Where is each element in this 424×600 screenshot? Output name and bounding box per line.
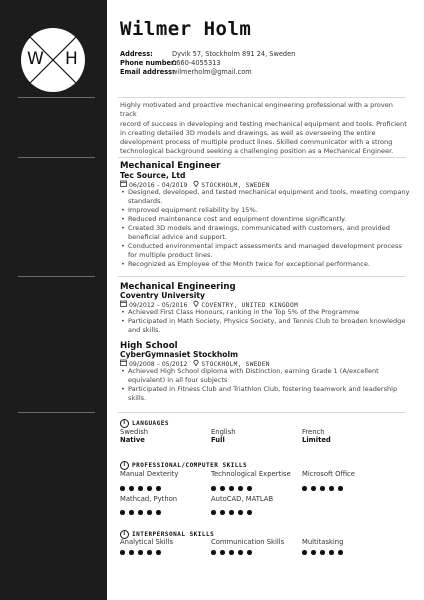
bullet-line: • Designed, developed, and tested mechanical equipment and tools, meeting company (128, 188, 410, 196)
list-item (120, 367, 410, 385)
phone-value: 0660-4055313 (172, 59, 221, 67)
sidebar-divider (18, 276, 95, 277)
bullet-line: • Participated in Fitness Club and Triathlon Club, fostering teamwork and leadership (128, 385, 398, 393)
skill-name: Technological Expertise (211, 470, 291, 478)
list-item (120, 308, 410, 317)
bullet-line: and skills. (128, 326, 161, 334)
rating-dot (211, 550, 216, 555)
profile-summary (120, 101, 410, 157)
rating-dot (302, 486, 307, 491)
rating-dot (320, 486, 325, 491)
skill-name: Manual Dexterity (120, 470, 179, 478)
profile-line: development process of multiple product lines. Skilled communicator with a strong (120, 138, 393, 147)
skill-name: Analytical Skills (120, 538, 173, 546)
rating-dot (229, 550, 234, 555)
candidate-name: Wilmer Holm (120, 18, 252, 40)
section-divider (118, 276, 406, 277)
info-icon: i (120, 530, 129, 539)
list-item (120, 206, 410, 215)
bullet-line: • Reduced maintenance cost and equipment downtime significantly. (128, 215, 347, 223)
education-school: CyberGymnasiet Stockholm (120, 350, 239, 359)
rating-dot (329, 550, 334, 555)
list-item (120, 242, 410, 260)
rating-dot (238, 510, 243, 515)
bullet-line: for multiple product lines. (128, 251, 213, 259)
job-location: STOCKHOLM, SWEDEN (201, 182, 270, 189)
rating-dot (220, 510, 225, 515)
section-divider (118, 157, 406, 158)
rating-dot (129, 550, 134, 555)
bullet-line: • Recognized as Employee of the Month twice for exceptional performance. (128, 260, 370, 268)
languages-heading (120, 419, 169, 428)
education-dates: 09/2012 – 05/2016 (129, 302, 188, 309)
rating-dot (338, 486, 343, 491)
rating-dot (229, 510, 234, 515)
bullet-line: • Conducted environmental impact assessments and managed development process (128, 242, 402, 250)
education-bullets (120, 308, 410, 335)
bullet-line: • Participated in Math Society, Physics Society, and Tennis Club to broaden knowledge (128, 317, 406, 325)
bullet-line: standards. (128, 197, 163, 205)
rating-dot (238, 550, 243, 555)
language-level: Limited (302, 436, 331, 444)
job-company: Tec Source, Ltd (120, 171, 186, 180)
sidebar-divider (18, 157, 95, 158)
education-location: COVENTRY, UNITED KINGDOM (201, 302, 299, 309)
logo-letter-right: H (65, 49, 78, 69)
language-level: Native (120, 436, 145, 444)
section-divider (118, 412, 406, 413)
skill-name: Communication Skills (211, 538, 285, 546)
rating-dot (211, 510, 216, 515)
rating-dot (156, 486, 161, 491)
rating-dot (147, 510, 152, 515)
rating-dot (247, 486, 252, 491)
professional-skills-heading (120, 461, 247, 470)
education-title: High School (120, 341, 178, 351)
rating-dot (156, 550, 161, 555)
rating-dot (138, 510, 143, 515)
rating-dot (138, 486, 143, 491)
rating-dot (120, 486, 125, 491)
profile-line: technological background seeking a challenging position as a Mechanical Engineer. (120, 147, 394, 156)
rating-dot (338, 550, 343, 555)
rating-dot (238, 486, 243, 491)
rating-dot (129, 510, 134, 515)
list-item (120, 215, 410, 224)
address-label: Address: (120, 50, 153, 58)
address-value: Dyvik 57, Stockholm 891 24, Sweden (172, 50, 296, 58)
profile-line: Highly motivated and proactive mechanical engineering professional with a proven track (120, 101, 393, 119)
email-label: Email address: (120, 68, 175, 76)
job-dates: 06/2016 – 04/2019 (129, 182, 188, 189)
rating-dot (220, 550, 225, 555)
list-item (120, 385, 410, 403)
professional-skills-heading-text: PROFESSIONAL/COMPUTER SKILLS (132, 462, 248, 469)
rating-dot (156, 510, 161, 515)
profile-line: in creating detailed 3D models and drawings, as well as overseeing the entire (120, 128, 376, 137)
sidebar-divider (18, 97, 95, 98)
rating-dot (247, 550, 252, 555)
rating-dot (138, 550, 143, 555)
language-name: French (302, 428, 325, 436)
languages-heading-text: LANGUAGES (132, 420, 170, 427)
education-bullets (120, 367, 410, 403)
rating-dot (311, 486, 316, 491)
sidebar (0, 0, 107, 600)
language-level: Full (211, 436, 225, 444)
bullet-line: skills. (128, 394, 147, 402)
language-name: English (211, 428, 236, 436)
bullet-line: beneficial advice and support. (128, 233, 227, 241)
job-title: Mechanical Engineer (120, 161, 221, 171)
bullet-line: • Achieved High School diploma with Distinction, earning Grade 1 (A/excellent (128, 367, 379, 375)
monogram-logo (21, 28, 85, 92)
list-item (120, 224, 410, 242)
education-dates: 09/2008 – 05/2012 (129, 361, 188, 368)
rating-dot (311, 550, 316, 555)
phone-label: Phone number: (120, 59, 177, 67)
list-item (120, 188, 410, 206)
info-icon: i (120, 461, 129, 470)
rating-dot (147, 550, 152, 555)
skill-name: Mathcad, Python (120, 495, 178, 503)
rating-dot (147, 486, 152, 491)
rating-dot (129, 486, 134, 491)
language-name: Swedish (120, 428, 149, 436)
rating-dot (120, 510, 125, 515)
rating-dot (329, 486, 334, 491)
rating-dot (229, 486, 234, 491)
rating-dot (220, 486, 225, 491)
rating-dot (302, 550, 307, 555)
list-item (120, 317, 410, 335)
sidebar-divider (18, 412, 95, 413)
rating-dot (211, 486, 216, 491)
rating-dot (120, 550, 125, 555)
job-bullets (120, 188, 410, 269)
phone-row (120, 59, 221, 68)
bullet-line: • Achieved First Class Honours, ranking in the Top 5% of the Programme (128, 308, 360, 316)
education-school: Coventry University (120, 291, 205, 300)
list-item (120, 260, 410, 269)
email-value: wilmerholm@gmail.com (172, 68, 252, 76)
skill-name: Microsoft Office (302, 470, 355, 478)
education-title: Mechanical Engineering (120, 282, 236, 292)
bullet-line: • Created 3D models and drawings, communicated with customers, and provided (128, 224, 390, 232)
bullet-line: • Improved equipment reliability by 15%. (128, 206, 258, 214)
profile-line: record of success in developing and testing mechanical equipment and tools. Proficient (120, 119, 407, 128)
bullet-line: equivalent) in all four subjects (128, 376, 228, 384)
interpersonal-skills-heading-text: INTERPERSONAL SKILLS (132, 531, 215, 538)
logo-letter-left: W (27, 49, 44, 69)
rating-dot (320, 550, 325, 555)
education-location: STOCKHOLM, SWEDEN (201, 361, 270, 368)
email-row (120, 68, 252, 77)
skill-name: Multitasking (302, 538, 344, 546)
section-divider (118, 97, 406, 98)
address-row (120, 50, 296, 59)
rating-dot (247, 510, 252, 515)
skill-name: AutoCAD, MATLAB (211, 495, 274, 503)
info-icon: i (120, 419, 129, 428)
